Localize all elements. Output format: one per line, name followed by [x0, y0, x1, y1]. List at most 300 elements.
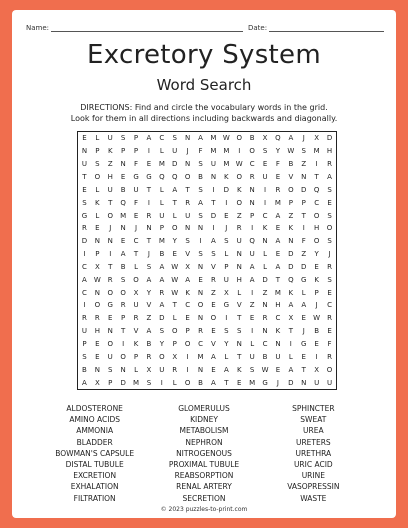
grid-cell[interactable]: O	[210, 314, 217, 323]
grid-cell[interactable]: E	[314, 340, 319, 349]
grid-cell[interactable]: O	[326, 224, 333, 233]
grid-cell[interactable]: G	[223, 301, 230, 310]
grid-cell[interactable]: Z	[288, 211, 294, 220]
grid-cell[interactable]: E	[327, 288, 332, 297]
grid-cell[interactable]: U	[159, 365, 165, 374]
grid-cell[interactable]: S	[159, 327, 165, 336]
grid-cell[interactable]: J	[225, 224, 228, 233]
grid-cell[interactable]: E	[95, 224, 100, 233]
grid-cell[interactable]: M	[158, 160, 165, 169]
grid-cell[interactable]: U	[107, 134, 113, 143]
grid-cell[interactable]: E	[301, 314, 306, 323]
grid-cell[interactable]: I	[109, 250, 112, 259]
grid-cell[interactable]: L	[134, 262, 138, 271]
grid-cell[interactable]: T	[172, 301, 177, 310]
grid-cell[interactable]: S	[327, 211, 332, 220]
grid-cell[interactable]: E	[146, 160, 152, 169]
grid-cell[interactable]: R	[211, 275, 216, 284]
grid-cell[interactable]: M	[158, 237, 165, 246]
grid-cell[interactable]: D	[326, 134, 333, 143]
grid-cell[interactable]: K	[95, 198, 100, 207]
grid-cell[interactable]: J	[302, 134, 305, 143]
grid-cell[interactable]: A	[159, 301, 165, 310]
grid-cell[interactable]: J	[186, 147, 189, 156]
grid-cell[interactable]: A	[249, 275, 255, 284]
grid-cell[interactable]: I	[147, 198, 150, 207]
grid-cell[interactable]: B	[146, 340, 152, 349]
grid-cell[interactable]: V	[185, 250, 191, 259]
grid-cell[interactable]: A	[159, 262, 165, 271]
grid-cell[interactable]: T	[172, 198, 177, 207]
grid-cell[interactable]: X	[223, 288, 229, 297]
grid-cell[interactable]: O	[120, 288, 126, 297]
grid-cell[interactable]: I	[212, 185, 215, 194]
grid-cell[interactable]: E	[275, 172, 281, 181]
grid-cell[interactable]: R	[120, 301, 126, 310]
grid-cell[interactable]: Z	[301, 160, 307, 169]
grid-cell[interactable]: W	[93, 275, 101, 284]
grid-cell[interactable]: B	[159, 250, 165, 259]
grid-cell[interactable]: I	[122, 340, 125, 349]
grid-cell[interactable]: W	[261, 365, 269, 374]
grid-cell[interactable]: R	[275, 185, 281, 194]
grid-cell[interactable]: X	[94, 378, 100, 387]
grid-cell[interactable]: C	[262, 211, 268, 220]
grid-cell[interactable]: O	[313, 211, 320, 220]
grid-cell[interactable]: S	[198, 211, 203, 220]
grid-cell[interactable]: E	[237, 378, 242, 387]
grid-cell[interactable]: S	[249, 365, 255, 374]
grid-cell[interactable]: U	[223, 275, 229, 284]
grid-cell[interactable]: O	[236, 198, 242, 207]
grid-cell[interactable]: J	[302, 327, 305, 336]
grid-cell[interactable]: D	[301, 262, 307, 271]
grid-cell[interactable]: K	[288, 288, 294, 297]
grid-cell[interactable]: U	[262, 172, 268, 181]
grid-cell[interactable]: B	[120, 185, 126, 194]
grid-cell[interactable]: T	[237, 352, 242, 361]
grid-cell[interactable]: T	[108, 262, 113, 271]
grid-cell[interactable]: L	[95, 134, 100, 143]
grid-cell[interactable]: C	[82, 262, 87, 271]
grid-cell[interactable]: V	[146, 301, 152, 310]
grid-cell[interactable]: E	[211, 327, 216, 336]
grid-cell[interactable]: F	[275, 160, 280, 169]
grid-cell[interactable]: Z	[262, 288, 268, 297]
grid-cell[interactable]: G	[301, 275, 307, 284]
grid-cell[interactable]: Z	[249, 301, 255, 310]
grid-cell[interactable]: X	[94, 262, 100, 271]
grid-cell[interactable]: R	[159, 288, 165, 297]
grid-cell[interactable]: F	[198, 147, 203, 156]
grid-cell[interactable]: R	[327, 314, 332, 323]
grid-cell[interactable]: G	[81, 211, 88, 220]
grid-cell[interactable]: E	[95, 352, 100, 361]
grid-cell[interactable]: N	[236, 340, 242, 349]
grid-cell[interactable]: C	[198, 340, 203, 349]
grid-cell[interactable]: Q	[288, 275, 294, 284]
grid-cell[interactable]: N	[120, 160, 126, 169]
grid-cell[interactable]: X	[133, 288, 139, 297]
grid-cell[interactable]: U	[210, 160, 216, 169]
grid-cell[interactable]: P	[159, 224, 164, 233]
grid-cell[interactable]: X	[146, 365, 152, 374]
grid-cell[interactable]: N	[262, 327, 268, 336]
grid-cell[interactable]: K	[236, 185, 242, 194]
grid-cell[interactable]: R	[327, 352, 332, 361]
grid-cell[interactable]: A	[288, 134, 294, 143]
grid-cell[interactable]: A	[211, 352, 216, 361]
grid-cell[interactable]: C	[249, 160, 255, 169]
grid-cell[interactable]: D	[172, 160, 178, 169]
grid-cell[interactable]: G	[107, 301, 113, 310]
grid-cell[interactable]: F	[327, 340, 332, 349]
grid-cell[interactable]: P	[108, 378, 113, 387]
grid-cell[interactable]: M	[133, 378, 140, 387]
grid-cell[interactable]: L	[237, 288, 242, 297]
grid-cell[interactable]: C	[133, 237, 139, 246]
grid-cell[interactable]: U	[81, 160, 87, 169]
grid-cell[interactable]: S	[237, 327, 242, 336]
grid-cell[interactable]: Z	[107, 160, 113, 169]
grid-cell[interactable]: R	[94, 314, 100, 323]
grid-cell[interactable]: K	[236, 365, 242, 374]
grid-cell[interactable]: T	[185, 185, 190, 194]
grid-cell[interactable]: C	[262, 340, 268, 349]
grid-cell[interactable]: P	[133, 352, 139, 361]
grid-cell[interactable]: V	[133, 327, 139, 336]
grid-cell[interactable]: P	[95, 147, 100, 156]
grid-cell[interactable]: K	[224, 172, 229, 181]
grid-cell[interactable]: L	[134, 365, 138, 374]
grid-cell[interactable]: S	[146, 378, 152, 387]
grid-cell[interactable]: K	[262, 224, 268, 233]
grid-cell[interactable]: V	[288, 172, 294, 181]
grid-cell[interactable]: L	[301, 288, 306, 297]
grid-cell[interactable]: C	[314, 198, 320, 207]
grid-cell[interactable]: L	[95, 211, 100, 220]
grid-cell[interactable]: T	[314, 172, 319, 181]
grid-cell[interactable]: E	[108, 314, 113, 323]
grid-cell[interactable]: J	[276, 378, 279, 387]
grid-cell[interactable]: U	[236, 237, 242, 246]
grid-cell[interactable]: A	[211, 378, 216, 387]
grid-cell[interactable]: N	[236, 262, 242, 271]
grid-cell[interactable]: N	[94, 237, 100, 246]
grid-cell[interactable]: T	[301, 211, 306, 220]
grid-cell[interactable]: P	[224, 262, 229, 271]
grid-cell[interactable]: A	[159, 275, 165, 284]
grid-cell[interactable]: A	[120, 250, 126, 259]
grid-cell[interactable]: M	[120, 211, 127, 220]
grid-cell[interactable]: T	[301, 365, 306, 374]
grid-cell[interactable]: O	[171, 224, 178, 233]
grid-cell[interactable]: Q	[159, 172, 165, 181]
grid-cell[interactable]: T	[211, 198, 216, 207]
grid-cell[interactable]: L	[288, 352, 293, 361]
grid-cell[interactable]: A	[275, 262, 281, 271]
grid-cell[interactable]: I	[186, 352, 189, 361]
grid-cell[interactable]: M	[210, 134, 217, 143]
grid-cell[interactable]: N	[210, 172, 217, 181]
grid-cell[interactable]: A	[198, 134, 203, 143]
grid-cell[interactable]: A	[82, 378, 87, 387]
grid-cell[interactable]: E	[185, 314, 190, 323]
grid-cell[interactable]: B	[314, 327, 320, 336]
grid-cell[interactable]: W	[313, 314, 321, 323]
grid-cell[interactable]: E	[224, 211, 229, 220]
grid-cell[interactable]: U	[275, 352, 281, 361]
grid-cell[interactable]: N	[236, 250, 242, 259]
grid-cell[interactable]: P	[301, 198, 306, 207]
grid-cell[interactable]: N	[197, 288, 204, 297]
grid-cell[interactable]: U	[185, 211, 191, 220]
grid-cell[interactable]: O	[326, 365, 333, 374]
grid-cell[interactable]: J	[109, 224, 112, 233]
grid-cell[interactable]: G	[262, 378, 268, 387]
grid-cell[interactable]: I	[302, 224, 305, 233]
grid-cell[interactable]: O	[184, 172, 191, 181]
grid-cell[interactable]: E	[120, 172, 126, 181]
grid-cell[interactable]: E	[82, 134, 87, 143]
grid-cell[interactable]: E	[133, 211, 139, 220]
grid-cell[interactable]: H	[314, 224, 320, 233]
grid-cell[interactable]: P	[314, 288, 319, 297]
grid-cell[interactable]: A	[275, 237, 281, 246]
grid-cell[interactable]: N	[81, 147, 88, 156]
grid-cell[interactable]: S	[224, 327, 229, 336]
grid-cell[interactable]: S	[185, 237, 190, 246]
grid-cell[interactable]: N	[262, 237, 268, 246]
grid-cell[interactable]: D	[288, 378, 294, 387]
grid-cell[interactable]: A	[275, 211, 281, 220]
grid-cell[interactable]: E	[172, 250, 177, 259]
grid-cell[interactable]: P	[185, 327, 190, 336]
grid-cell[interactable]: T	[224, 378, 229, 387]
grid-cell[interactable]: L	[172, 314, 177, 323]
grid-cell[interactable]: E	[249, 314, 255, 323]
grid-cell[interactable]: S	[211, 250, 216, 259]
grid-cell[interactable]: L	[263, 262, 267, 271]
grid-cell[interactable]: R	[262, 314, 268, 323]
grid-cell[interactable]: S	[172, 134, 177, 143]
grid-cell[interactable]: X	[262, 134, 268, 143]
grid-cell[interactable]: B	[249, 134, 255, 143]
grid-cell[interactable]: P	[95, 250, 100, 259]
grid-cell[interactable]: R	[249, 172, 255, 181]
date-field[interactable]	[269, 24, 384, 32]
grid-cell[interactable]: L	[172, 378, 177, 387]
grid-cell[interactable]: H	[326, 147, 333, 156]
grid-cell[interactable]: A	[288, 301, 294, 310]
grid-cell[interactable]: O	[94, 172, 101, 181]
grid-cell[interactable]: X	[172, 352, 178, 361]
grid-cell[interactable]: K	[185, 288, 190, 297]
grid-cell[interactable]: U	[159, 211, 165, 220]
grid-cell[interactable]: A	[172, 185, 178, 194]
grid-cell[interactable]: N	[120, 365, 126, 374]
grid-cell[interactable]: S	[198, 250, 203, 259]
grid-cell[interactable]: S	[120, 134, 126, 143]
grid-cell[interactable]: B	[198, 378, 203, 387]
grid-cell[interactable]: M	[223, 160, 230, 169]
grid-cell[interactable]: B	[262, 352, 268, 361]
grid-cell[interactable]: K	[107, 147, 113, 156]
grid-cell[interactable]: Q	[120, 198, 126, 207]
grid-cell[interactable]: A	[249, 262, 255, 271]
grid-cell[interactable]: A	[327, 172, 332, 181]
grid-cell[interactable]: E	[327, 327, 332, 336]
grid-cell[interactable]: S	[146, 262, 152, 271]
name-field[interactable]	[51, 24, 243, 32]
grid-cell[interactable]: Z	[211, 288, 216, 297]
grid-cell[interactable]: H	[94, 327, 100, 336]
grid-cell[interactable]: H	[107, 172, 113, 181]
grid-cell[interactable]: X	[288, 314, 294, 323]
grid-cell[interactable]: L	[250, 340, 255, 349]
grid-cell[interactable]: H	[236, 275, 242, 284]
grid-cell[interactable]: B	[198, 172, 203, 181]
grid-cell[interactable]: Q	[275, 134, 281, 143]
grid-cell[interactable]: W	[171, 288, 179, 297]
grid-cell[interactable]: D	[210, 211, 217, 220]
grid-cell[interactable]: C	[82, 288, 87, 297]
grid-cell[interactable]: L	[159, 147, 164, 156]
grid-cell[interactable]: P	[133, 134, 139, 143]
grid-cell[interactable]: U	[249, 250, 255, 259]
grid-cell[interactable]: U	[172, 147, 178, 156]
grid-cell[interactable]: T	[146, 185, 152, 194]
grid-cell[interactable]: N	[197, 262, 204, 271]
grid-cell[interactable]: L	[224, 250, 229, 259]
grid-cell[interactable]: N	[197, 224, 204, 233]
grid-cell[interactable]: Z	[146, 314, 152, 323]
grid-cell[interactable]: A	[223, 365, 229, 374]
grid-cell[interactable]: A	[198, 198, 203, 207]
grid-cell[interactable]: S	[327, 185, 332, 194]
grid-cell[interactable]: Y	[314, 250, 319, 259]
grid-cell[interactable]: U	[249, 352, 255, 361]
grid-cell[interactable]: E	[327, 198, 332, 207]
grid-cell[interactable]: F	[134, 198, 139, 207]
grid-cell[interactable]: D	[223, 185, 230, 194]
grid-cell[interactable]: K	[314, 275, 319, 284]
grid-cell[interactable]: J	[135, 224, 138, 233]
grid-cell[interactable]: I	[238, 147, 241, 156]
grid-cell[interactable]: V	[211, 262, 216, 271]
grid-cell[interactable]: I	[289, 340, 292, 349]
grid-cell[interactable]: O	[184, 340, 191, 349]
grid-cell[interactable]: T	[82, 172, 87, 181]
grid-cell[interactable]: A	[211, 237, 216, 246]
grid-cell[interactable]: R	[185, 198, 191, 207]
grid-cell[interactable]: L	[159, 198, 164, 207]
grid-cell[interactable]: M	[197, 352, 204, 361]
grid-cell[interactable]: O	[133, 275, 139, 284]
grid-cell[interactable]: S	[108, 365, 113, 374]
grid-cell[interactable]: I	[147, 147, 150, 156]
grid-cell[interactable]: O	[313, 237, 320, 246]
grid-cell[interactable]: N	[185, 160, 191, 169]
grid-cell[interactable]: S	[224, 237, 229, 246]
grid-cell[interactable]: E	[275, 224, 281, 233]
grid-cell[interactable]: P	[82, 340, 87, 349]
grid-cell[interactable]: O	[236, 172, 242, 181]
grid-cell[interactable]: O	[171, 327, 178, 336]
grid-cell[interactable]: R	[172, 365, 178, 374]
grid-cell[interactable]: O	[288, 185, 294, 194]
grid-cell[interactable]: O	[120, 352, 126, 361]
grid-cell[interactable]: P	[250, 211, 255, 220]
grid-cell[interactable]: V	[236, 301, 242, 310]
grid-cell[interactable]: L	[95, 185, 100, 194]
grid-cell[interactable]: A	[146, 275, 152, 284]
grid-cell[interactable]: N	[249, 198, 255, 207]
grid-cell[interactable]: R	[327, 160, 332, 169]
grid-cell[interactable]: G	[133, 172, 139, 181]
grid-cell[interactable]: A	[146, 134, 152, 143]
grid-cell[interactable]: T	[133, 250, 139, 259]
grid-cell[interactable]: A	[301, 301, 307, 310]
grid-cell[interactable]: U	[107, 352, 113, 361]
grid-cell[interactable]: K	[133, 340, 139, 349]
grid-cell[interactable]: J	[147, 250, 150, 259]
grid-cell[interactable]: G	[146, 172, 152, 181]
grid-cell[interactable]: O	[197, 301, 204, 310]
grid-cell[interactable]: I	[212, 224, 215, 233]
grid-cell[interactable]: R	[107, 275, 113, 284]
grid-cell[interactable]: D	[288, 262, 294, 271]
grid-cell[interactable]: U	[107, 185, 113, 194]
grid-cell[interactable]: N	[120, 224, 126, 233]
grid-cell[interactable]: L	[172, 211, 177, 220]
grid-cell[interactable]: N	[249, 185, 255, 194]
grid-cell[interactable]: V	[211, 340, 216, 349]
grid-cell[interactable]: N	[107, 327, 113, 336]
grid-cell[interactable]: J	[315, 301, 318, 310]
grid-cell[interactable]: M	[274, 198, 281, 207]
grid-cell[interactable]: E	[120, 237, 126, 246]
grid-cell[interactable]: I	[251, 224, 254, 233]
grid-cell[interactable]: W	[235, 160, 243, 169]
grid-cell[interactable]: L	[224, 352, 229, 361]
grid-cell[interactable]: E	[82, 185, 87, 194]
grid-cell[interactable]: D	[262, 275, 268, 284]
grid-cell[interactable]: I	[315, 352, 318, 361]
grid-cell[interactable]: E	[198, 275, 203, 284]
grid-cell[interactable]: O	[107, 288, 113, 297]
grid-cell[interactable]: T	[288, 327, 293, 336]
grid-cell[interactable]: S	[198, 160, 203, 169]
grid-cell[interactable]: A	[82, 275, 87, 284]
grid-cell[interactable]: M	[223, 147, 230, 156]
grid-cell[interactable]: N	[301, 378, 307, 387]
grid-cell[interactable]: O	[249, 147, 255, 156]
grid-cell[interactable]: C	[159, 134, 165, 143]
grid-cell[interactable]: U	[133, 185, 139, 194]
grid-cell[interactable]: E	[211, 301, 216, 310]
grid-cell[interactable]: U	[133, 301, 139, 310]
grid-cell[interactable]: T	[237, 314, 242, 323]
grid-cell[interactable]: P	[288, 198, 293, 207]
grid-cell[interactable]: X	[314, 365, 320, 374]
grid-cell[interactable]: T	[275, 275, 281, 284]
grid-cell[interactable]: S	[198, 185, 203, 194]
grid-cell[interactable]: D	[159, 314, 165, 323]
grid-cell[interactable]: I	[186, 365, 189, 374]
grid-cell[interactable]: C	[275, 314, 281, 323]
grid-cell[interactable]: G	[301, 340, 307, 349]
